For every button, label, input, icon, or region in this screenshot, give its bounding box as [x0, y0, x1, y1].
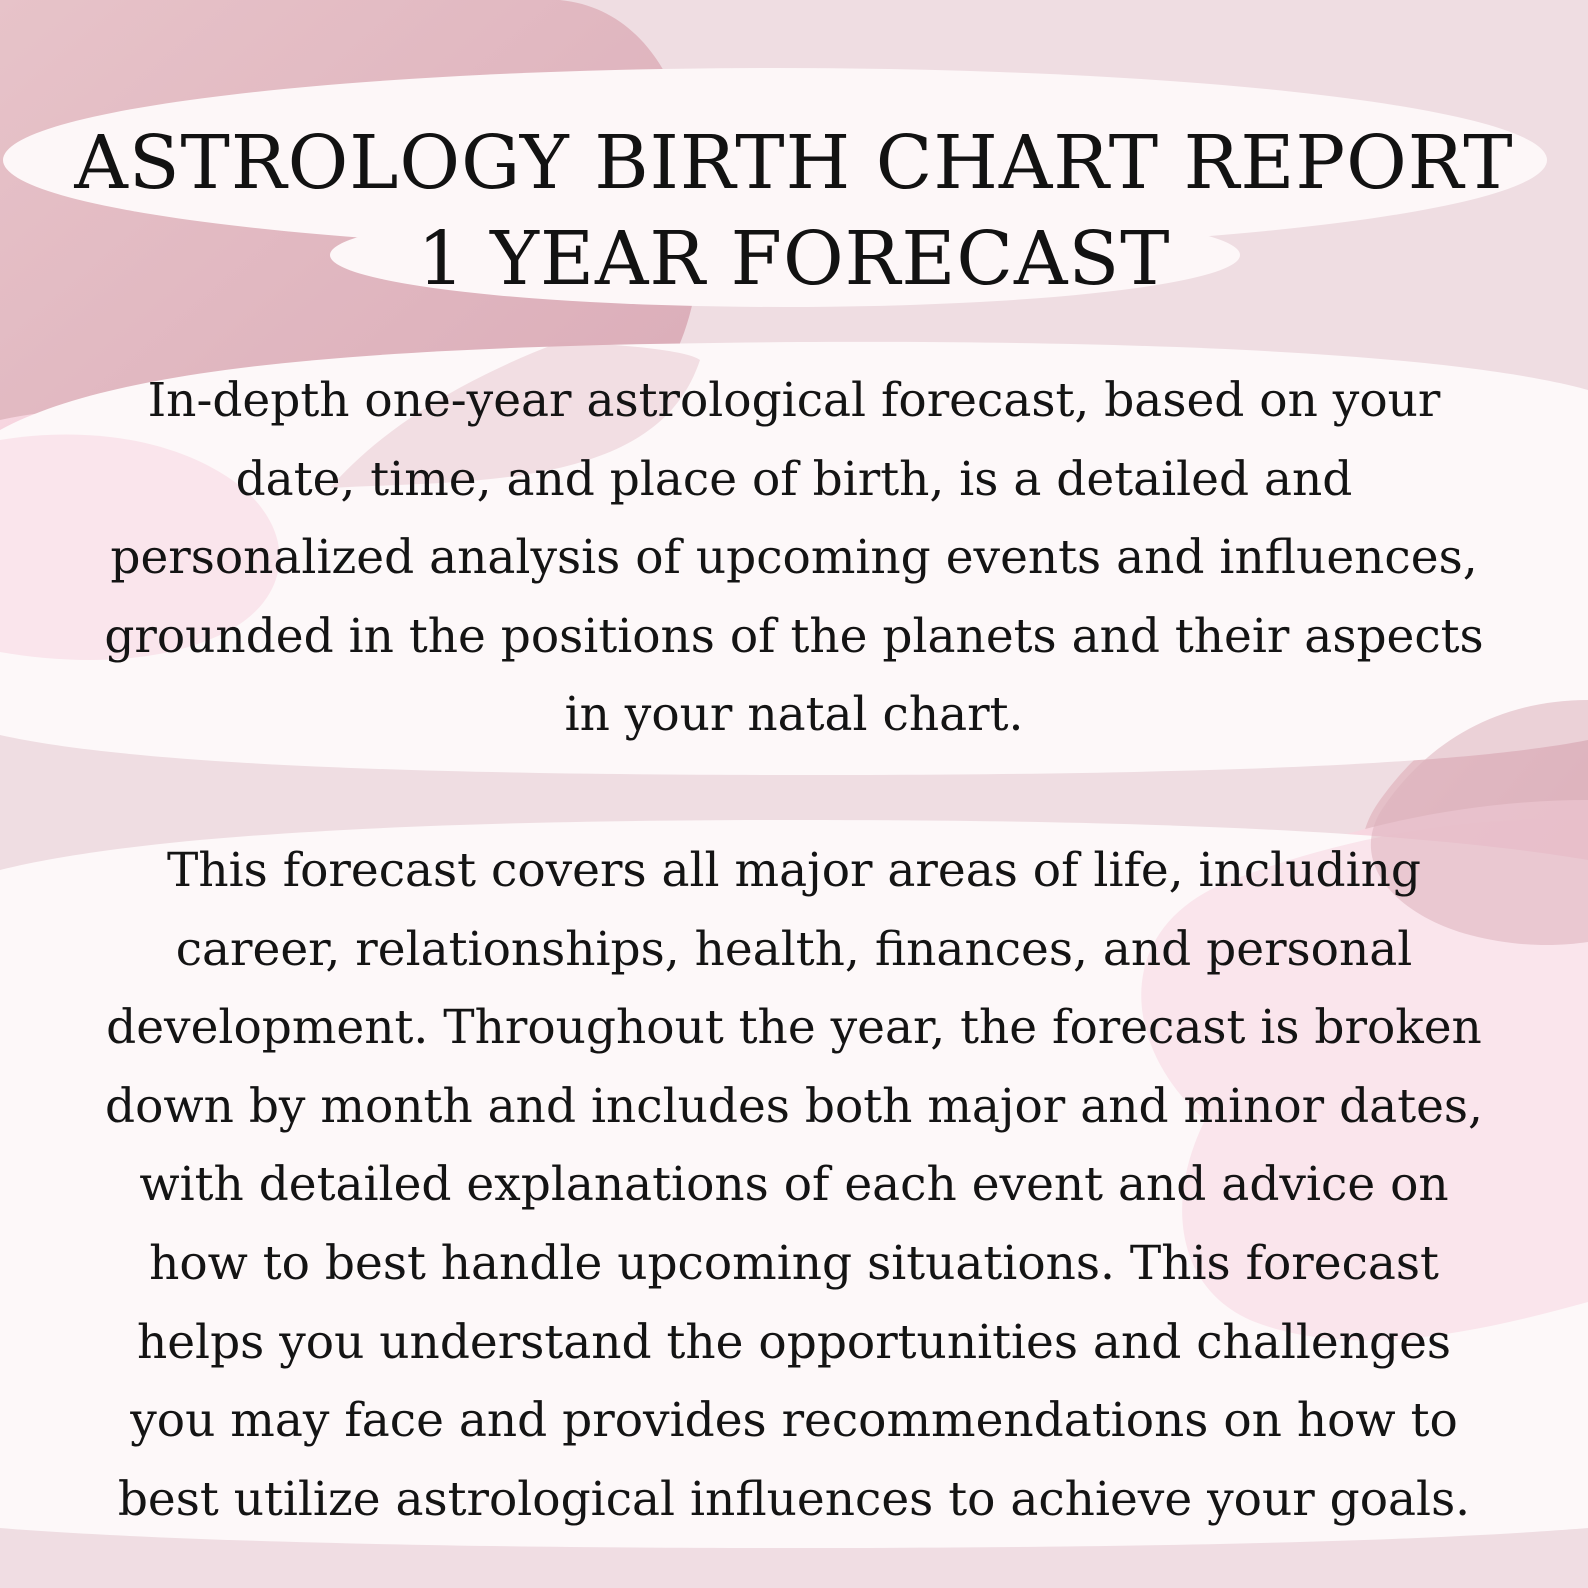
details-line: best utilize astrological influences to achieve your goals. — [117, 1471, 1471, 1527]
intro-line: In-depth one-year astrological forecast, based on your — [147, 373, 1441, 428]
details-line: with detailed explanations of each event and advice on — [139, 1157, 1449, 1213]
page-subtitle: 1 YEAR FORECAST — [417, 216, 1171, 302]
details-line: This forecast covers all major areas of life, including — [167, 843, 1421, 898]
intro-line: grounded in the positions of the planets and their aspects — [104, 608, 1484, 664]
details-line: career, relationships, health, finances, and personal — [175, 921, 1413, 977]
page-title: ASTROLOGY BIRTH CHART REPORT — [74, 120, 1514, 206]
intro-paragraph — [20, 362, 1568, 755]
details-line: you may face and provides recommendations on how to — [130, 1393, 1458, 1449]
details-paragraph — [20, 832, 1568, 1539]
details-line: down by month and includes both major and minor dates, — [105, 1078, 1483, 1134]
details-line: helps you understand the opportunities and challenges — [136, 1314, 1452, 1370]
intro-line: personalized analysis of upcoming events and influences, — [110, 530, 1478, 586]
intro-line: in your natal chart. — [564, 687, 1024, 743]
intro-line: date, time, and place of birth, is a detailed and — [235, 451, 1353, 507]
details-line: development. Throughout the year, the forecast is broken — [106, 1000, 1482, 1056]
details-line: how to best handle upcoming situations. This forecast — [149, 1235, 1439, 1291]
